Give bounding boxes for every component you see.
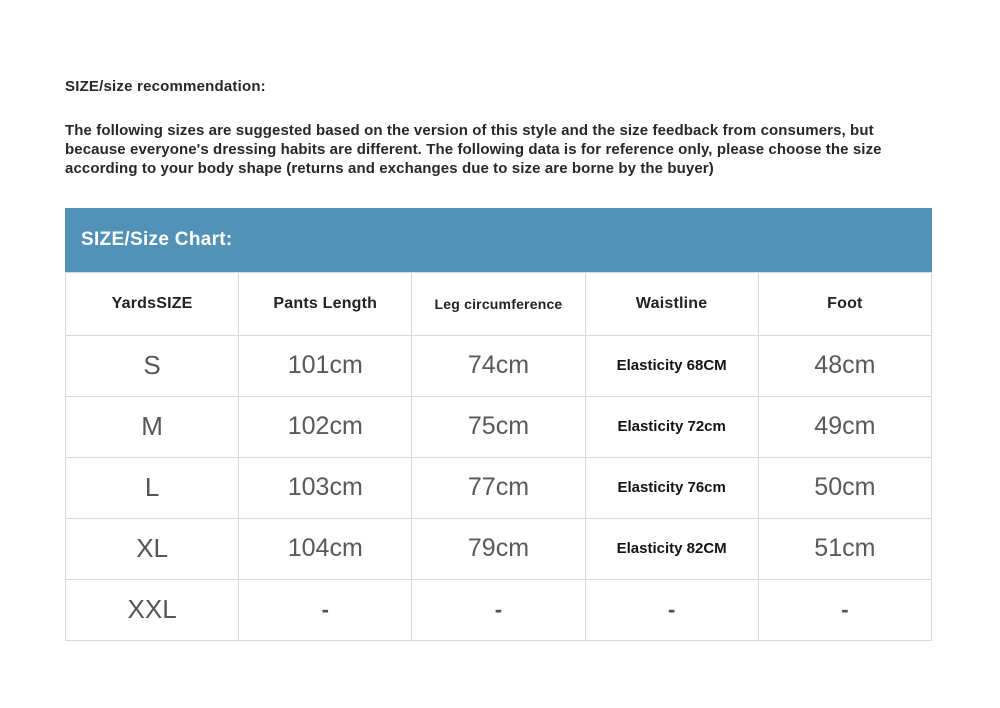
size-label: S bbox=[66, 335, 239, 396]
leg-circumference-value: 79cm bbox=[412, 518, 585, 579]
size-recommendation-text: The following sizes are suggested based on the version of this style and the size feedback from consumers, but because everyone's dressing habits are different. The following data is for reference only, please choose the size according to your body shape (returns and exchanges due to size are borne by the buyer) bbox=[65, 122, 882, 178]
size-chart-header-row bbox=[66, 272, 932, 335]
size-label: M bbox=[66, 396, 239, 457]
size-row-xxl bbox=[66, 579, 932, 640]
size-chart-banner-title: SIZE/Size Chart: bbox=[81, 228, 233, 250]
waistline-value: Elasticity 68CM bbox=[585, 335, 758, 396]
leg-circumference-value: 77cm bbox=[412, 457, 585, 518]
pants-length-value: 101cm bbox=[239, 335, 412, 396]
foot-value: - bbox=[758, 579, 931, 640]
pants-length-value: 102cm bbox=[239, 396, 412, 457]
foot-value: 50cm bbox=[758, 457, 931, 518]
pants-length-value: - bbox=[239, 579, 412, 640]
column-header-yards-size: YardsSIZE bbox=[66, 272, 239, 335]
size-row-l bbox=[66, 457, 932, 518]
leg-circumference-value: 75cm bbox=[412, 396, 585, 457]
foot-value: 48cm bbox=[758, 335, 931, 396]
size-label: XXL bbox=[66, 579, 239, 640]
waistline-value: - bbox=[585, 579, 758, 640]
column-header-foot: Foot bbox=[758, 272, 931, 335]
size-row-s bbox=[66, 335, 932, 396]
waistline-value: Elasticity 82CM bbox=[585, 518, 758, 579]
column-header-waistline: Waistline bbox=[585, 272, 758, 335]
size-label: XL bbox=[66, 518, 239, 579]
size-chart-table bbox=[65, 272, 932, 641]
column-header-leg-circumference: Leg circumference bbox=[412, 272, 585, 335]
leg-circumference-value: 74cm bbox=[412, 335, 585, 396]
pants-length-value: 104cm bbox=[239, 518, 412, 579]
size-recommendation-heading: SIZE/size recommendation: bbox=[65, 78, 266, 95]
foot-value: 51cm bbox=[758, 518, 931, 579]
waistline-value: Elasticity 76cm bbox=[585, 457, 758, 518]
size-row-xl bbox=[66, 518, 932, 579]
foot-value: 49cm bbox=[758, 396, 931, 457]
pants-length-value: 103cm bbox=[239, 457, 412, 518]
leg-circumference-value: - bbox=[412, 579, 585, 640]
size-label: L bbox=[66, 457, 239, 518]
size-chart-banner bbox=[65, 208, 932, 272]
waistline-value: Elasticity 72cm bbox=[585, 396, 758, 457]
size-row-m bbox=[66, 396, 932, 457]
column-header-pants-length: Pants Length bbox=[239, 272, 412, 335]
